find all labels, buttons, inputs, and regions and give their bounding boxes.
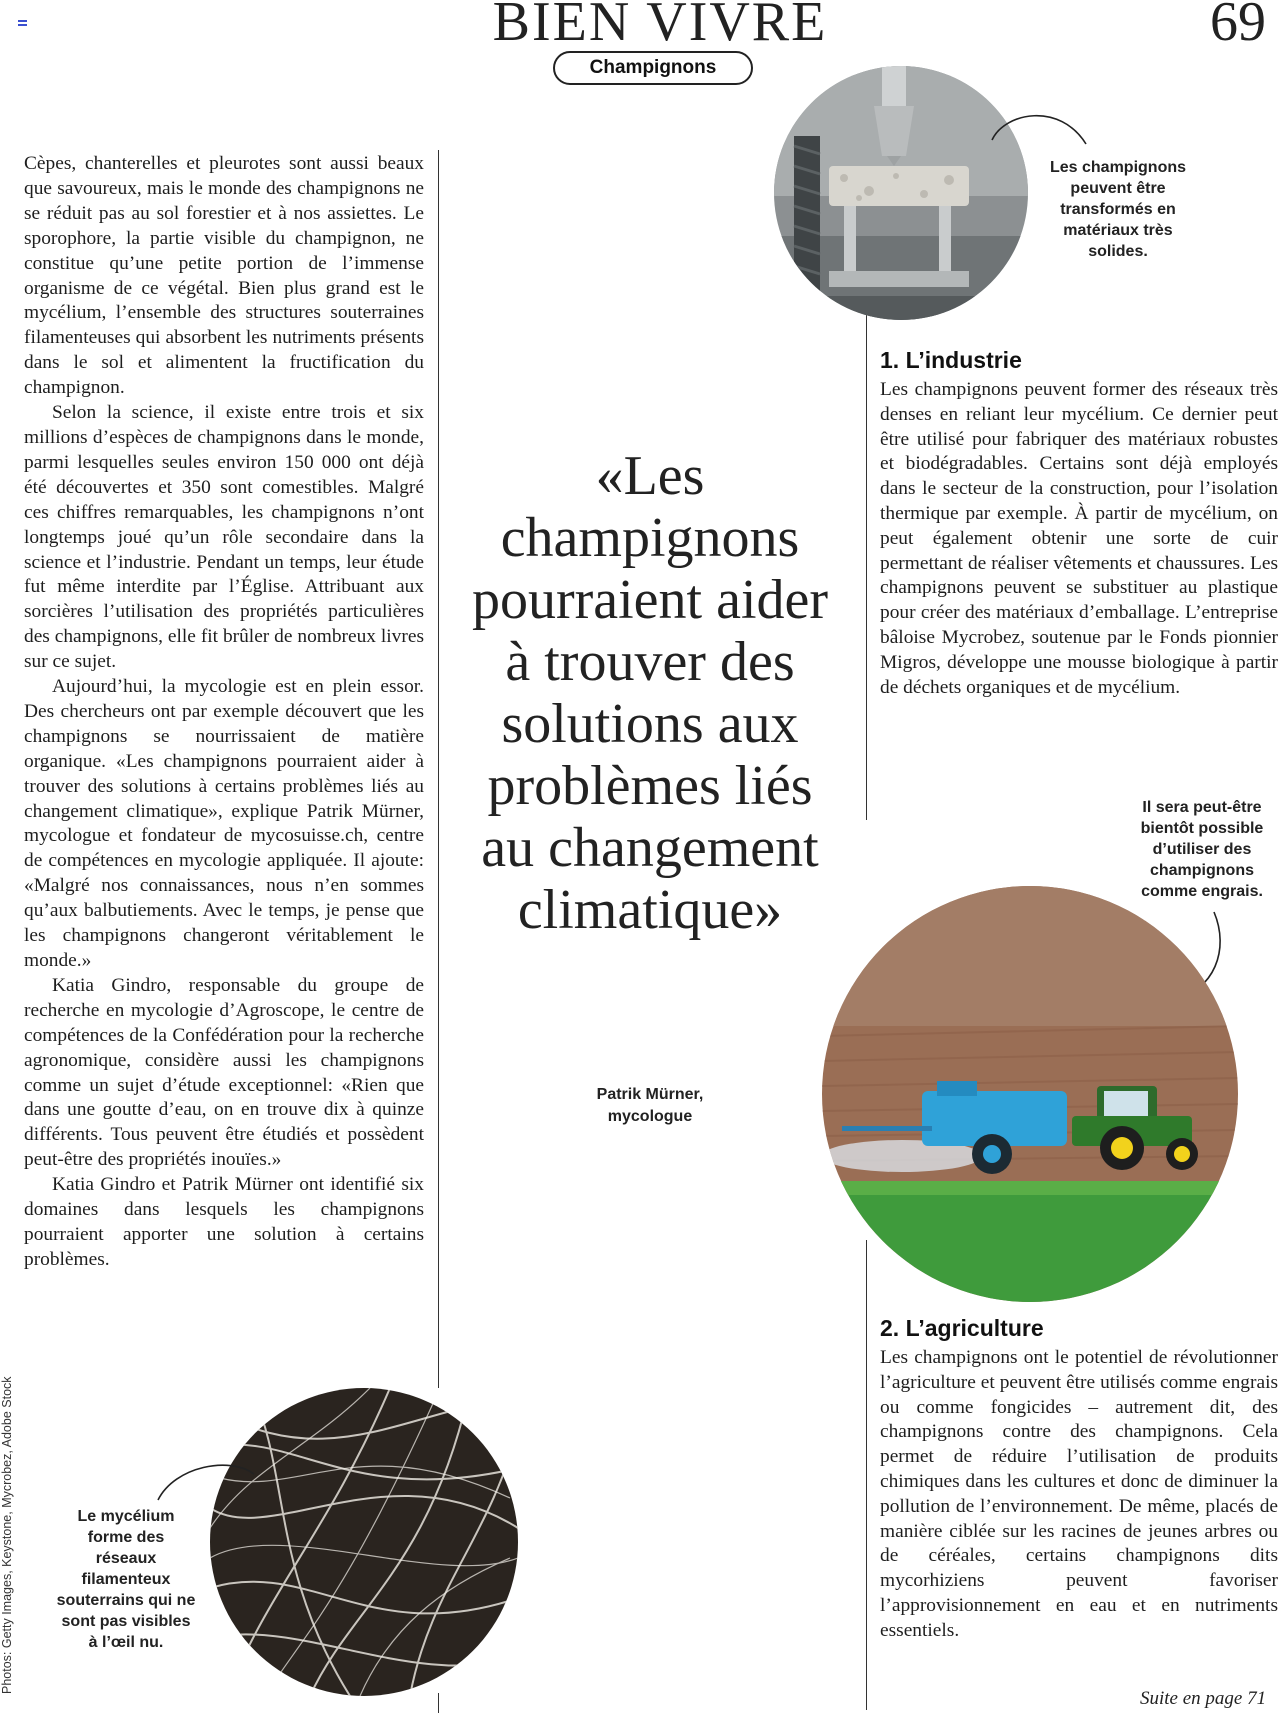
page-number: 69 (1210, 0, 1266, 53)
column-rule-left-bottom (438, 1693, 439, 1713)
paragraph: Cèpes, chanterelles et pleurotes sont aussi beaux que savoureux, mais le monde des champignons ne se réduit pas au sol forestier et à nos assiettes. Le sporophore, la partie visible du champignon, ne constitue qu’une petite portion de l’immense organisme de ce végétal. Bien plus grand est le mycélium, l’ensemble des structures souterraines filamenteuses qui absorbent les nutriments présents dans le sol et alimentent la fructification du champignon. (24, 153, 424, 399)
rubric-badge: Champignons (553, 51, 753, 85)
materials-test-photo (774, 66, 1028, 320)
menu-icon[interactable] (18, 20, 27, 28)
section-heading-industry: 1. L’industrie (880, 347, 1022, 373)
column-rule-right-bottom (866, 1240, 867, 1710)
paragraph: Katia Gindro, responsable du groupe de recherche en mycologie d’Agroscope, le centre de compétences de la Confédération pour la recherche agronomique, considère aussi les champignons comme un sujet d’étude exceptionnel: «Rien que dans une goutte d’eau, on en trouve dix à quinze différents. Tous peuvent être étudiés et possèdent peut-être des propriétés inouïes.» (24, 974, 424, 1171)
paragraph: Aujourd’hui, la mycologie est en plein essor. Des chercheurs ont par exemple découvert que les champignons se nourrissaient de matière organique. «Les champignons pourraient aider à trouver des solutions à certains problèmes liés au changement climatique», explique Patrik Mürner, mycologue et fondateur de mycosuisse.ch, centre de compétences en mycologie appliquée. Il ajoute: «Malgré nos connaissances, nous n’en sommes qu’aux balbutiements. Avec le temps, je pense que les champignons changeront véritablement le monde.» (24, 676, 424, 971)
column-rule-right-top (866, 300, 867, 820)
caption-mycelium: Le mycélium forme des réseaux filamenteux souterrains qui ne sont pas visibles à l’œil nu. (56, 1508, 196, 1651)
mycelium-photo (210, 1388, 518, 1696)
quote-author-role: mycologue (607, 1108, 693, 1125)
pull-quote: «Les champignons pourraient aider à trouver des solutions aux problèmes liés au changement climatique» (471, 445, 829, 941)
paragraph: Selon la science, il existe entre trois et six millions d’espèces de champignons dans le monde, parmi lesquelles seules environ 150 000 ont déjà été découvertes et 350 sont comestibles. Malgré ces chiffres remarquables, les champignons n’ont longtemps joué qu’un rôle secondaire dans la science et l’industrie. Pendant un temps, leur étude fut même interdite par l’Église. Attribuant aux sorcières l’utilisation des propriétés particulières des champignons, elle fit brûler de nombreux livres sur ce sujet. (24, 402, 424, 673)
column-rule-left (438, 150, 439, 1388)
paragraph: Katia Gindro et Patrik Mürner ont identifié six domaines dans lesquels les champignons pourraient apporter une solution à certains problèmes. (24, 1174, 424, 1270)
section-title: BIEN VIVRE (492, 0, 828, 53)
tractor-field-photo (822, 886, 1238, 1302)
photo-credit: Photos: Getty Images, Keystone, Mycrobez, Adobe Stock (0, 1376, 14, 1694)
section-heading-agriculture: 2. L’agriculture (880, 1315, 1044, 1341)
article-body (24, 152, 424, 1273)
quote-author: Patrik Mürner, (596, 1086, 704, 1103)
quote-attribution (540, 1084, 760, 1128)
callout-line-materials (990, 108, 1090, 148)
caption-materials: Les champignons peuvent être transformés en matériaux très solides. (1049, 159, 1187, 260)
section-body-agriculture: Les champignons ont le potentiel de révolutionner l’agriculture et peuvent être utilisés comme engrais ou comme fongicides – autrement dit, des champignons contre des champignons. Cela permet de réduire l’utilisation de produits chimiques dans les cultures et donc de diminuer la pollution de l’environnement. De même, placés de manière ciblée sur les racines de jeunes arbres ou de céréales, certains champignons dits mycorhiziens peuvent favoriser l’approvisionnement en eau et en nutriments essentiels. (880, 1347, 1278, 1641)
continued-on-page: Suite en page 71 (1140, 1688, 1267, 1709)
callout-line-mycelium (150, 1460, 260, 1505)
section-body-industry: Les champignons peuvent former des réseaux très denses en reliant leur mycélium. Ce dernier peut être utilisé pour fabriquer des matériaux robustes et biodégradables. Certains sont déjà employés dans le secteur de la construction, pour l’isolation thermique par exemple. À partir de mycélium, on peut également obtenir une sorte de cuir permettant de réaliser vêtements et chaussures. Les champignons peuvent se substituer au plastique pour créer des matériaux d’emballage. L’entreprise bâloise Mycrobez, soutenue par le Fonds pionnier Migros, développe une mousse biologique à partir de déchets organiques et de mycélium. (880, 379, 1278, 698)
caption-fertilizer: Il sera peut-être bientôt possible d’utiliser des champignons comme engrais. (1140, 799, 1264, 900)
